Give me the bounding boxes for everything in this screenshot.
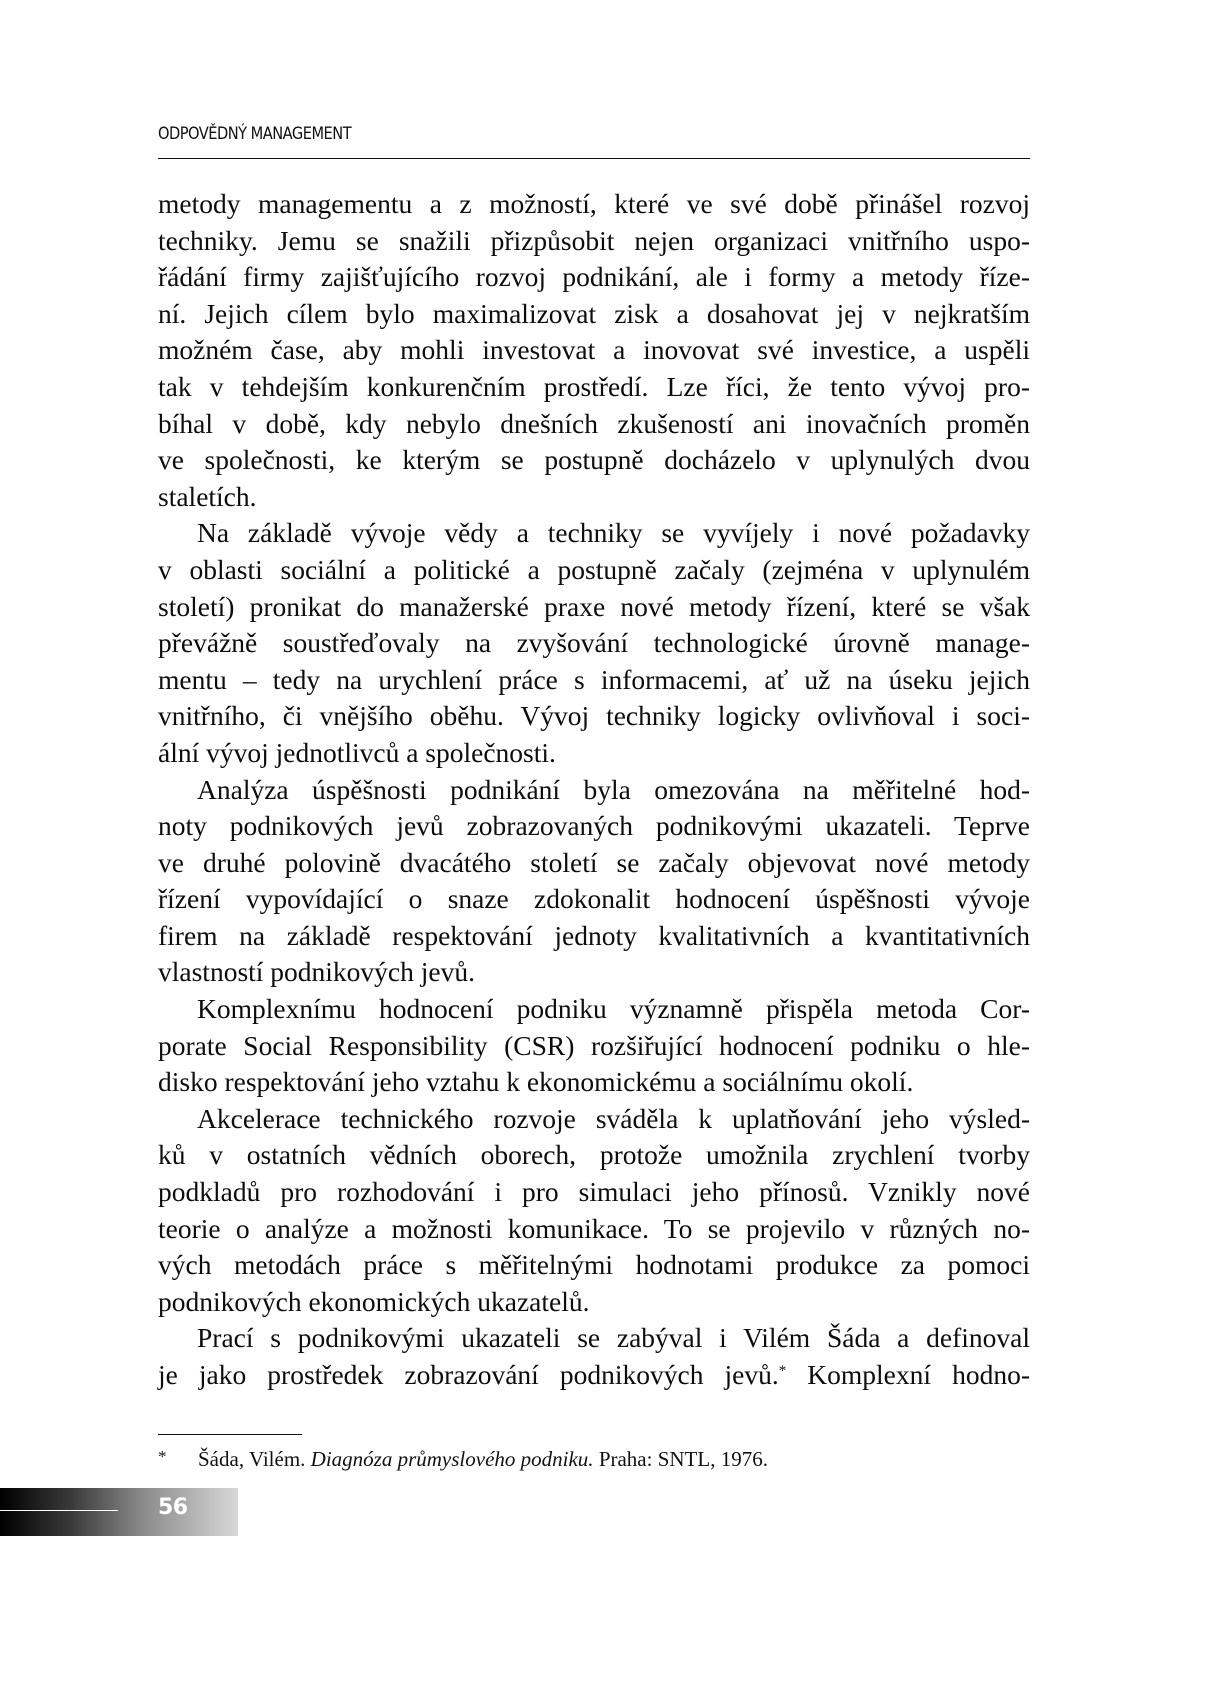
text-line: Analýza úspěšnosti podnikání byla omezována na měřitelné hod-	[197, 773, 1030, 805]
text-line: vých metodách práce s měřitelnými hodnotami produkce za pomoci	[158, 1249, 1030, 1281]
text-line: staletích.	[158, 480, 257, 512]
paragraph-3	[158, 772, 1030, 992]
text-line: ální vývoj jednotlivců a společnosti.	[158, 736, 556, 768]
text-line: bíhal v době, kdy nebylo dnešních zkušeností ani inovačních proměn	[158, 407, 1030, 439]
paragraph-6	[158, 1320, 1030, 1393]
page-number: 56	[158, 1495, 188, 1520]
text-line: metody managementu a z možností, které ve své době přinášel rozvoj	[158, 188, 1030, 219]
text-line: firem na základě respektování jednoty kvalitativních a kvantitativních	[158, 919, 1030, 951]
text-line: ní. Jejich cílem bylo maximalizovat zisk a dosahovat jej v nejkratším	[158, 297, 1030, 329]
text-line: tak v tehdejším konkurenčním prostředí. Lze říci, že tento vývoj pro-	[158, 370, 1030, 402]
text-line: ve společnosti, ke kterým se postupně docházelo v uplynulých dvou	[158, 444, 1030, 476]
text-line: techniky. Jemu se snažili přizpůsobit nejen organizaci vnitřního uspo-	[158, 224, 1030, 256]
text-fragment: je jako prostředek zobrazování podnikových jevů.	[158, 1359, 779, 1390]
footnote-publisher: Praha: SNTL, 1976.	[593, 1447, 768, 1471]
footnote-book-title: Diagnóza průmyslového podniku.	[310, 1447, 594, 1471]
text-line: mentu – tedy na urychlení práce s informacemi, ať už na úseku jejich	[158, 663, 1030, 695]
footnote-separator-rule	[158, 1434, 302, 1435]
text-line: disko respektování jeho vztahu k ekonomickému a sociálnímu okolí.	[158, 1066, 914, 1098]
text-line: ve druhé polovině dvacátého století se začaly objevovat nové metody	[158, 846, 1030, 878]
text-line: řádání firmy zajišťujícího rozvoj podnikání, ale i formy a metody říze-	[158, 261, 1030, 293]
text-line: vlastností podnikových jevů.	[158, 956, 475, 988]
text-line: Na základě vývoje vědy a techniky se vyvíjely i nové požadavky	[197, 517, 1030, 549]
text-line: porate Social Responsibility (CSR) rozšiřující hodnocení podniku o hle-	[158, 1029, 1030, 1061]
paragraph-4	[158, 991, 1030, 1101]
paragraph-2	[158, 515, 1030, 771]
text-fragment: Komplexní hodno-	[786, 1359, 1030, 1390]
text-line	[158, 1357, 1030, 1394]
text-line: podnikových ekonomických ukazatelů.	[158, 1285, 590, 1317]
text-line: století) pronikat do manažerské praxe nové metody řízení, které se však	[158, 590, 1030, 622]
text-line: Komplexnímu hodnocení podniku významně přispěla metoda Cor-	[197, 993, 1030, 1025]
text-line: řízení vypovídající o snaze zdokonalit hodnocení úspěšnosti vývoje	[158, 883, 1030, 915]
footnote-author: Šáda, Vilém.	[198, 1447, 311, 1471]
paragraph-5	[158, 1101, 1030, 1321]
text-line: možném čase, aby mohli investovat a inovovat své investice, a uspěli	[158, 334, 1030, 366]
text-line: Akcelerace technického rozvoje sváděla k uplatňování jeho výsled-	[197, 1102, 1030, 1134]
footnote-marker: *	[158, 1447, 167, 1466]
footnote	[158, 1442, 1030, 1474]
text-line: převážně soustřeďovaly na zvyšování technologické úrovně manage-	[158, 627, 1030, 659]
page-number-tab	[0, 1488, 238, 1536]
text-line: vnitřního, či vnějšího oběhu. Vývoj techniky logicky ovlivňoval i soci-	[158, 700, 1030, 732]
text-line: Prací s podnikovými ukazateli se zabýval i Vilém Šáda a definoval	[197, 1322, 1030, 1354]
paragraph-1	[158, 186, 1030, 515]
running-header-title: ODPOVĚDNÝ MANAGEMENT	[158, 124, 352, 144]
text-line: v oblasti sociální a politické a postupně začaly (zejména v uplynulém	[158, 553, 1030, 585]
header-rule-divider	[158, 158, 1030, 159]
footnote-reference-link[interactable]: *	[778, 1363, 787, 1379]
body-text	[158, 186, 1030, 1394]
folio-rule-decoration	[0, 1510, 118, 1511]
text-line: ků v ostatních vědních oborech, protože umožnila zrychlení tvorby	[158, 1139, 1030, 1171]
text-line: podkladů pro rozhodování i pro simulaci jeho přínosů. Vznikly nové	[158, 1176, 1030, 1208]
text-line: noty podnikových jevů zobrazovaných podnikovými ukazateli. Teprve	[158, 810, 1030, 842]
text-line: teorie o analýze a možnosti komunikace. To se projevilo v různých no-	[158, 1212, 1030, 1244]
